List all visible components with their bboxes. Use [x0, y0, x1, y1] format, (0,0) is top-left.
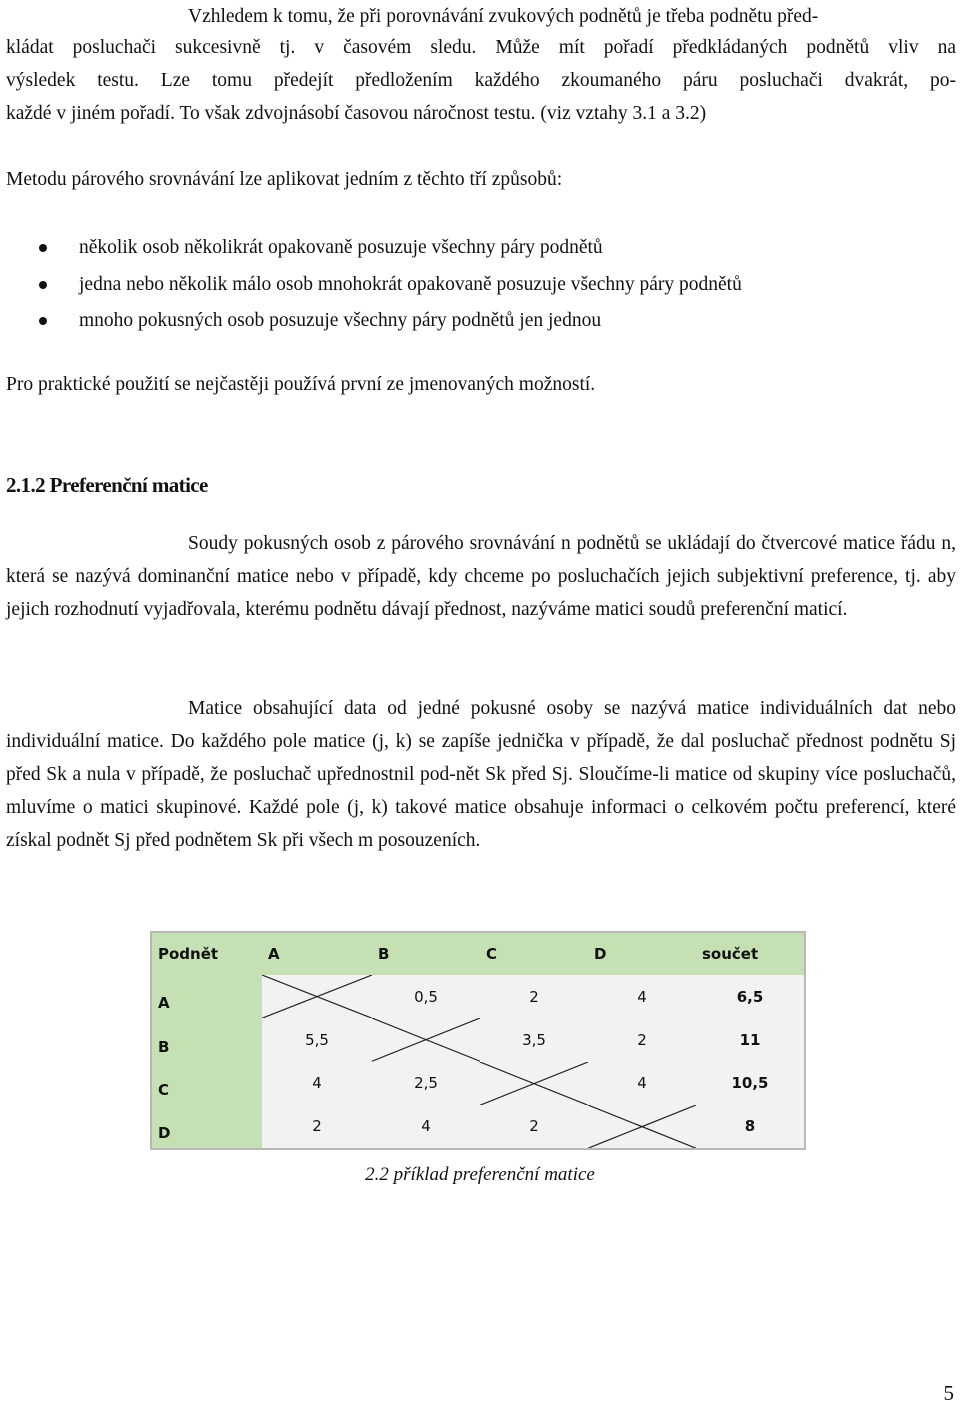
table-cell: 0,5	[372, 975, 480, 1018]
bullet-icon	[39, 317, 47, 325]
list-item: několik osob několikrát opakovaně posuzuje všechny páry podnětů	[0, 230, 742, 267]
intro-line-1: Vzhledem k tomu, že při porovnávání zvukových podnětů je třeba podnětu před-	[188, 6, 819, 27]
diagonal-cross-cell	[372, 1018, 480, 1061]
table-cell: 2,5	[372, 1062, 480, 1105]
table-cell: 2	[480, 1105, 588, 1148]
cross-icon	[588, 1105, 696, 1148]
table-row	[152, 1018, 804, 1061]
table-cell: 2	[480, 975, 588, 1018]
section-heading: 2.1.2 Preferenční matice	[6, 473, 208, 497]
table-cell: 4	[372, 1105, 480, 1148]
intro-line-3: výsledek testu. Lze tomu předejít předložením každého zkoumaného páru posluchači dvakrát, po-	[6, 70, 956, 91]
paragraph-individual-matrix: Matice obsahující data od jedné pokusné osoby se nazývá matice individuálních dat nebo individuální matice. Do každého pole matice (j, k) se zapíše jednička v případě, že dal posluchač přednost podnětu Sj před Sk a nula v případě, že posluchač upřednostnil pod-nět Sk před Sj. Sloučíme-li matice od skupiny více posluchačů, mluvíme o matici skupinové. Každé pole (j, k) takové matice obsahuje informaci o celkovém počtu preferencí, které získal podnět Sj před podnětem Sk při všech m posouzeních.	[6, 698, 956, 851]
sum-cell: 6,5	[696, 975, 804, 1018]
bullet-icon	[39, 244, 47, 252]
table-caption: 2.2 příklad preferenční matice	[365, 1164, 595, 1185]
header-cell: A	[262, 933, 372, 975]
row-label: A	[152, 975, 262, 1018]
diagonal-cross-cell	[588, 1105, 696, 1148]
table-cell: 3,5	[480, 1018, 588, 1061]
paragraph-preference-matrix: Soudy pokusných osob z párového srovnávání n podnětů se ukládají do čtvercové matice řádu n, která se nazývá dominanční matice nebo v případě, kdy chceme po posluchačích jejich subjektivní preference, tj. aby jejich rozhodnutí vyjadřovala, kterému podnětu dávají přednost, nazýváme matici soudů preferenční maticí.	[6, 533, 956, 620]
method-intro: Metodu párového srovnávání lze aplikovat jedním z těchto tří způsobů:	[6, 169, 563, 190]
bullet-icon	[39, 281, 47, 289]
table-cell: 4	[262, 1062, 372, 1105]
list-item: jedna nebo několik málo osob mnohokrát opakovaně posuzuje všechny páry podnětů	[0, 267, 742, 304]
intro-line-4: každé v jiném pořadí. To však zdvojnásobí časovou náročnost testu. (viz vztahy 3.1 a 3.2)	[6, 103, 707, 124]
method-list	[0, 230, 742, 340]
table-row	[152, 1105, 804, 1148]
list-item: mnoho pokusných osob posuzuje všechny páry podnětů jen jednou	[0, 303, 742, 340]
header-cell: Podnět	[152, 933, 262, 975]
table-cell: 2	[262, 1105, 372, 1148]
table-row	[152, 975, 804, 1018]
row-label: C	[152, 1062, 262, 1105]
practical-note: Pro praktické použití se nejčastěji používá první ze jmenovaných možností.	[6, 374, 596, 395]
intro-line-2: kládat posluchači sukcesivně tj. v časovém sledu. Může mít pořadí předkládaných podnětů vliv na	[6, 37, 956, 58]
table-cell: 4	[588, 1062, 696, 1105]
header-cell: B	[372, 933, 480, 975]
table-cell: 5,5	[262, 1018, 372, 1061]
diagonal-cross-cell	[480, 1062, 588, 1105]
cross-icon	[480, 1062, 588, 1105]
sum-cell: 10,5	[696, 1062, 804, 1105]
header-cell: součet	[696, 933, 804, 975]
table-cell: 2	[588, 1018, 696, 1061]
table-cell: 4	[588, 975, 696, 1018]
diagonal-cross-cell	[262, 975, 372, 1018]
cross-icon	[372, 1018, 480, 1061]
table-row	[152, 1062, 804, 1105]
page-number: 5	[943, 1381, 954, 1405]
header-cell: C	[480, 933, 588, 975]
table-header-row	[152, 933, 804, 975]
row-label: D	[152, 1105, 262, 1148]
header-cell: D	[588, 933, 696, 975]
sum-cell: 11	[696, 1018, 804, 1061]
cross-icon	[262, 975, 372, 1018]
preference-matrix-table	[150, 931, 806, 1150]
sum-cell: 8	[696, 1105, 804, 1148]
row-label: B	[152, 1018, 262, 1061]
